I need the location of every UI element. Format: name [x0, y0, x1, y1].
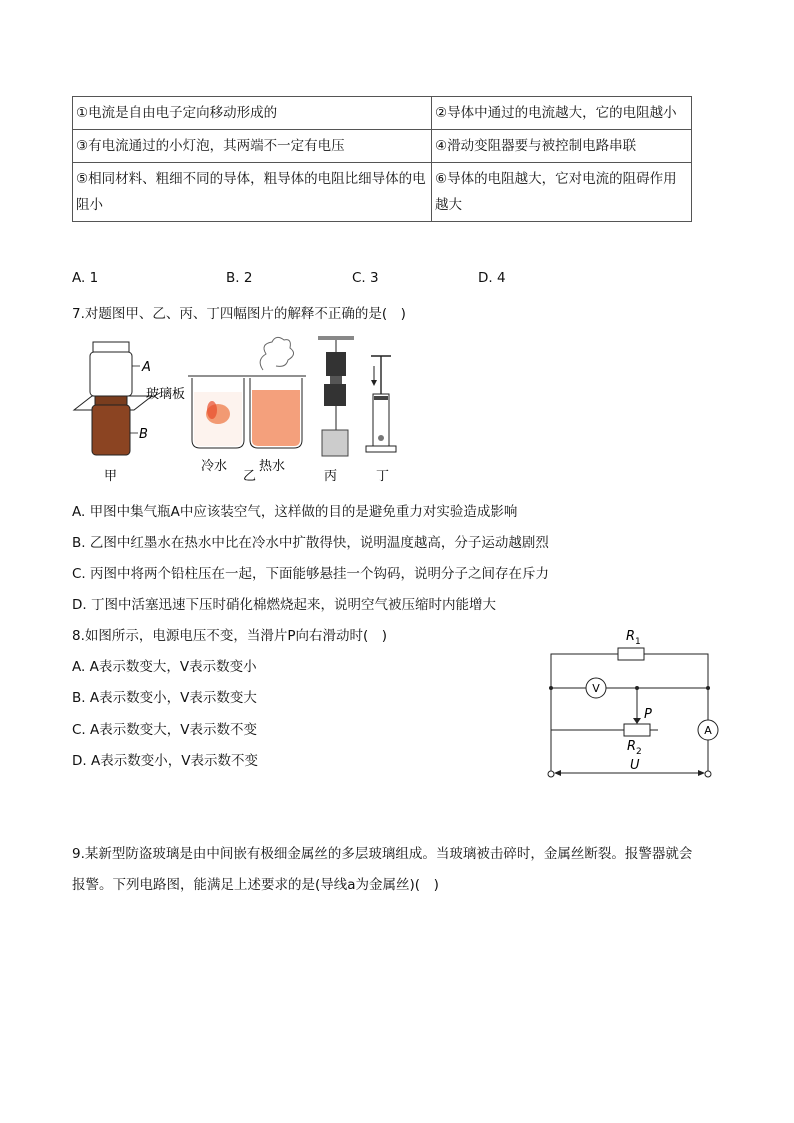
- q6-option-d[interactable]: D. 4: [478, 270, 506, 286]
- slider-arrow: [633, 718, 641, 724]
- q7-figure: [60, 330, 420, 490]
- q8-option-b[interactable]: B. A表示数变小，V表示数变大: [72, 690, 257, 706]
- q6-option-b[interactable]: B. 2: [226, 270, 253, 286]
- label-slider-p: P: [644, 707, 652, 722]
- terminal-right: [705, 771, 711, 777]
- caption-ding: 丁: [376, 469, 390, 484]
- statement-table: [72, 96, 692, 222]
- table-cell: ⑤相同材料、粗细不同的导体，粗导体的电阻比细导体的电阻小: [73, 163, 432, 222]
- table-row: [73, 163, 692, 222]
- label-glass-plate: 玻璃板: [146, 387, 186, 402]
- table-row: [73, 130, 692, 163]
- voltmeter-label: V: [592, 682, 600, 695]
- q9-line-2: 报警。下列电路图，能满足上述要求的是(导线a为金属丝)( ): [72, 877, 439, 893]
- label-a: A: [142, 360, 151, 375]
- label-voltage-u: U: [630, 758, 640, 773]
- table-row: [73, 97, 692, 130]
- resistor-r1: [618, 648, 644, 660]
- q9-line-1: 9.某新型防盗玻璃是由中间嵌有极细金属丝的多层玻璃组成。当玻璃被击碎时，金属丝断裂。报警器就会: [72, 846, 693, 862]
- table-cell: ①电流是自由电子定向移动形成的: [73, 97, 432, 130]
- q7-option-b[interactable]: B. 乙图中红墨水在热水中比在冷水中扩散得快，说明温度越高，分子运动越剧烈: [72, 535, 549, 551]
- terminal-left: [548, 771, 554, 777]
- resistor-r2: [624, 724, 650, 736]
- beaker-cold: [188, 376, 248, 448]
- q7-stem: 7.对题图甲、乙、丙、丁四幅图片的解释不正确的是( ): [72, 306, 406, 322]
- caption-jia: 甲: [104, 469, 118, 484]
- compression-cylinder: [366, 356, 396, 452]
- label-r2: $R_2$: [627, 739, 642, 757]
- q7-option-d[interactable]: D. 丁图中活塞迅速下压时硝化棉燃烧起来，说明空气被压缩时内能增大: [72, 597, 496, 613]
- label-cold-water: 冷水: [201, 459, 228, 474]
- q8-stem: 8.如图所示，电源电压不变，当滑片P向右滑动时( ): [72, 628, 388, 644]
- wire: [551, 654, 618, 774]
- beaker-hot: [246, 337, 306, 448]
- gas-jar-a: [90, 342, 140, 396]
- q8-option-a[interactable]: A. A表示数变大，V表示数变小: [72, 659, 257, 675]
- q8-circuit: [540, 620, 730, 790]
- q8-option-d[interactable]: D. A表示数变小，V表示数不变: [72, 753, 258, 769]
- q8-option-c[interactable]: C. A表示数变大，V表示数不变: [72, 722, 257, 738]
- q6-option-c[interactable]: C. 3: [352, 270, 379, 286]
- ammeter-label: A: [704, 724, 712, 737]
- table-cell: ⑥导体的电阻越大，它对电流的阻碍作用越大: [432, 163, 692, 222]
- caption-yi: 乙: [243, 469, 257, 484]
- lead-cylinders: [318, 336, 354, 456]
- q7-option-c[interactable]: C. 丙图中将两个铅柱压在一起，下面能够悬挂一个钩码，说明分子之间存在斥力: [72, 566, 550, 582]
- q7-option-a[interactable]: A. 甲图中集气瓶A中应该装空气，这样做的目的是避免重力对实验造成影响: [72, 504, 518, 520]
- label-b: B: [139, 427, 148, 442]
- table-cell: ③有电流通过的小灯泡，其两端不一定有电压: [73, 130, 432, 163]
- q6-option-a[interactable]: A. 1: [72, 270, 99, 286]
- label-hot-water: 热水: [259, 459, 286, 474]
- label-r1: $R_1$: [626, 629, 641, 647]
- table-cell: ④滑动变阻器要与被控制电路串联: [432, 130, 692, 163]
- caption-bing: 丙: [324, 469, 338, 484]
- table-cell: ②导体中通过的电流越大，它的电阻越小: [432, 97, 692, 130]
